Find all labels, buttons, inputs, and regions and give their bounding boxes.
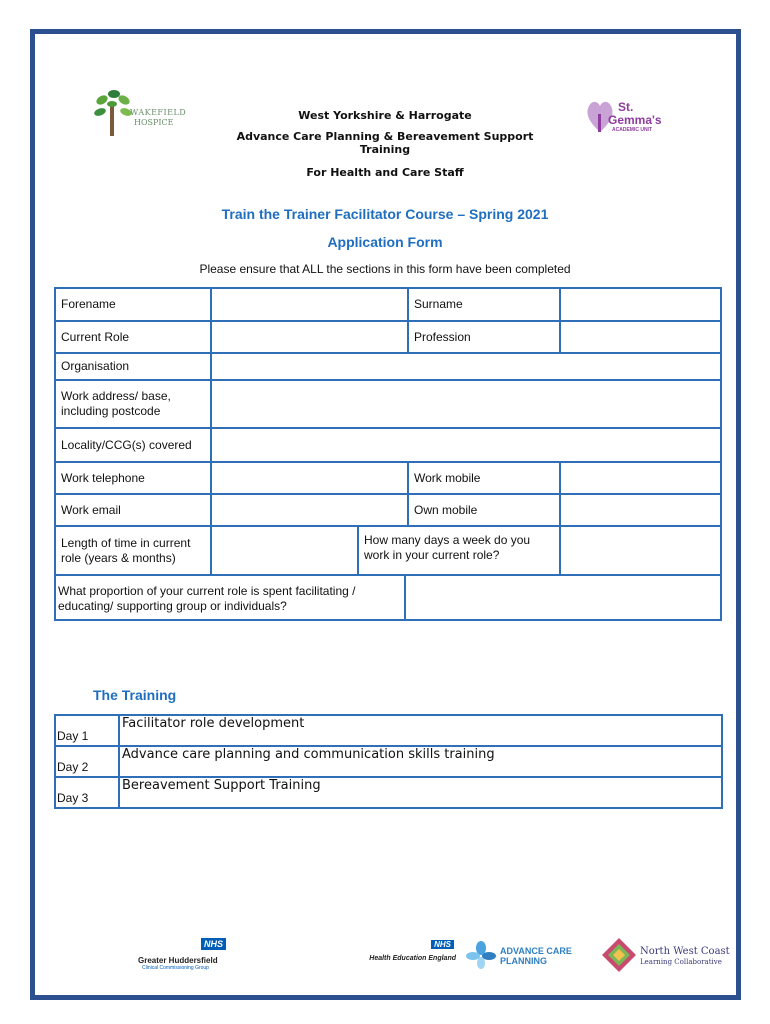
organisation-input[interactable] — [211, 353, 721, 380]
work-telephone-label: Work telephone — [55, 462, 211, 494]
training-row — [55, 715, 722, 746]
length-of-time-input[interactable] — [211, 526, 358, 575]
proportion-input[interactable] — [405, 575, 721, 620]
form-row — [55, 288, 721, 321]
stgemmas-sub: ACADEMIC UNIT — [612, 127, 652, 133]
profession-label: Profession — [408, 321, 560, 353]
form-row — [55, 321, 721, 353]
header-line1: West Yorkshire & Harrogate — [298, 109, 472, 122]
days-a-week-label: How many days a week do you work in your current role? — [358, 526, 560, 575]
current-role-label: Current Role — [55, 321, 211, 353]
work-address-label: Work address/ base, including postcode — [55, 380, 211, 428]
header-line3: For Health and Care Staff — [306, 166, 464, 179]
training-session-title: Bereavement Support Training — [119, 777, 722, 808]
st-gemmas-logo — [585, 96, 675, 146]
organisation-label: Organisation — [55, 353, 211, 380]
training-heading: The Training — [93, 687, 177, 703]
form-row — [55, 575, 721, 620]
surname-label: Surname — [408, 288, 560, 321]
locality-input[interactable] — [211, 428, 721, 462]
form-row — [55, 526, 721, 575]
hee-nhs-logo: NHS — [431, 940, 454, 949]
length-of-time-label: Length of time in current role (years & months) — [55, 526, 211, 575]
proportion-table — [54, 574, 722, 621]
stgemmas-name1: St. — [618, 100, 634, 114]
days-a-week-input[interactable] — [560, 526, 721, 575]
profession-input[interactable] — [560, 321, 721, 353]
course-title: Train the Trainer Facilitator Course – Spring 2021 — [221, 206, 549, 222]
application-form-table — [54, 287, 722, 576]
training-day-label: Day 2 — [55, 746, 119, 777]
north-west-coast-logo — [600, 936, 730, 976]
form-row — [55, 353, 721, 380]
training-row — [55, 746, 722, 777]
surname-input[interactable] — [560, 288, 721, 321]
greater-huddersfield-ccg-logo — [130, 938, 230, 974]
nhs-logo: NHS — [201, 938, 226, 950]
current-role-input[interactable] — [211, 321, 408, 353]
form-row — [55, 380, 721, 428]
acp-line1: ADVANCE CARE — [500, 946, 572, 956]
hee-name: Health Education England — [369, 955, 456, 962]
header-line2: Advance Care Planning & Bereavement Support Training — [236, 130, 534, 156]
health-education-england-logo — [350, 940, 458, 970]
wakefield-hospice-logo — [92, 88, 187, 138]
stgemmas-name2: Gemma's — [608, 113, 662, 127]
work-mobile-input[interactable] — [560, 462, 721, 494]
form-row — [55, 428, 721, 462]
own-mobile-input[interactable] — [560, 494, 721, 526]
tree-icon — [92, 88, 132, 138]
work-mobile-label: Work mobile — [408, 462, 560, 494]
work-email-input[interactable] — [211, 494, 408, 526]
form-title: Application Form — [327, 234, 443, 250]
wakefield-name: WAKEFIELD — [130, 108, 187, 117]
work-email-label: Work email — [55, 494, 211, 526]
nwc-line2: Learning Collaborative — [640, 958, 722, 966]
training-session-title: Advance care planning and communication skills training — [119, 746, 722, 777]
wakefield-sub: HOSPICE — [134, 118, 174, 127]
huddersfield-sub: Clinical Commissioning Group — [142, 965, 209, 971]
diamond-logo-icon — [600, 936, 638, 974]
forename-input[interactable] — [211, 288, 408, 321]
training-table — [54, 714, 723, 809]
instruction-text: Please ensure that ALL the sections in this form have been completed — [199, 262, 571, 276]
form-row — [55, 494, 721, 526]
nwc-line1: North West Coast — [640, 946, 730, 957]
acp-line2: PLANNING — [500, 956, 547, 966]
work-telephone-input[interactable] — [211, 462, 408, 494]
training-day-label: Day 1 — [55, 715, 119, 746]
form-row — [55, 462, 721, 494]
training-session-title: Facilitator role development — [119, 715, 722, 746]
own-mobile-label: Own mobile — [408, 494, 560, 526]
forename-label: Forename — [55, 288, 211, 321]
work-address-input[interactable] — [211, 380, 721, 428]
huddersfield-name: Greater Huddersfield — [138, 956, 218, 965]
locality-label: Locality/CCG(s) covered — [55, 428, 211, 462]
advance-care-planning-logo — [464, 938, 584, 972]
acp-leaf-icon — [464, 938, 498, 972]
training-day-label: Day 3 — [55, 777, 119, 808]
training-row — [55, 777, 722, 808]
proportion-label: What proportion of your current role is spent facilitating / educating/ supporting group or individuals? — [55, 575, 405, 620]
